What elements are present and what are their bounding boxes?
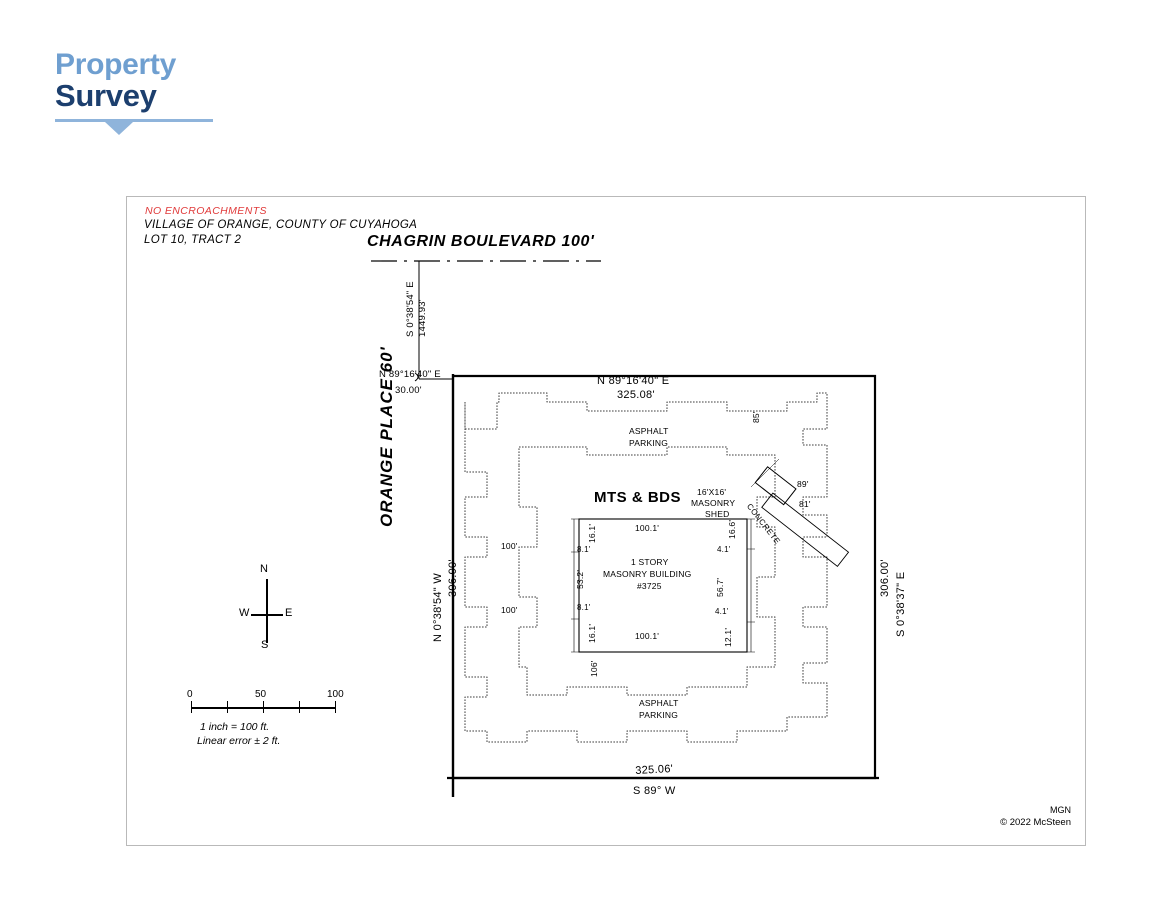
building-label-line1: 1 STORY [631,557,669,567]
dimension-building-left-upper: 16.1' [587,523,597,543]
dimension-building-bottom: 100.1' [635,631,660,641]
scale-tick-0 [191,701,192,713]
scale-tick-25 [227,701,228,713]
scale-bar-ticks [187,689,397,713]
dimension-building-right-upper: 16.6' [727,519,737,539]
copyright-notice: © 2022 McSteen [1000,817,1071,828]
no-encroachments-note: NO ENCROACHMENTS [145,205,267,217]
building-label-line3: #3725 [637,581,662,591]
dimension-offset-left-upper: 8.1' [577,545,591,554]
logo-line-property: Property [55,48,176,81]
distance-bottom-label: 325.06' [635,763,674,777]
survey-plan-drawing [127,197,1085,845]
north-arrow-compass [227,563,307,667]
distance-left-offset-label: 30.00' [395,385,422,396]
scale-tick-100 [335,701,336,713]
compass-label-east: E [285,607,293,619]
scale-tick-50 [263,701,264,713]
street-label-chagrin-boulevard: CHAGRIN BOULEVARD 100' [367,233,595,250]
dimension-setback-west-upper: 100' [501,541,518,551]
dimension-building-top: 100.1' [635,523,660,533]
compass-vertical-axis [266,579,268,643]
bearing-left-offset-label: N 89°16'40" E [379,369,441,380]
bearing-tie-label: S 0°38'54" E [405,281,416,337]
lot-tract-label: LOT 10, TRACT 2 [144,234,242,246]
concrete-walk-label: CONCRETE [744,502,783,547]
dimension-building-right-lower: 12.1' [723,627,733,647]
compass-label-south: S [261,639,269,651]
distance-tie-label: 1449.93' [417,299,428,337]
dimension-setback-northeast: 85' [751,411,761,423]
bearing-top-label: N 89°16'40" E [597,375,670,387]
compass-label-west: W [239,607,250,619]
shed-label-line2: MASONRY [691,498,736,508]
dimension-offset-right-upper: 4.1' [717,545,731,554]
scale-tick-75 [299,701,300,713]
shed-label-line1: 16'X16' [697,487,727,497]
scale-caption-ratio: 1 inch = 100 ft. [200,721,270,733]
scale-number-50: 50 [255,689,267,700]
dimension-setback-south: 106' [589,660,599,677]
dimension-building-right-mid: 56.7' [715,577,725,597]
brand-logo [55,50,275,135]
bearing-bottom-label: S 89° W [633,785,676,797]
bearing-west-label: N 0°38'54" W [432,572,444,642]
dimension-setback-east-lower: 81' [799,499,811,509]
street-label-orange-place: ORANGE PLACE 60' [377,346,396,527]
asphalt-parking-top-line2: PARKING [629,438,669,448]
dimension-building-left-lower: 16.1' [587,623,597,643]
compass-label-north: N [260,563,268,575]
owner-initials-label: MTS & BDS [594,489,681,506]
scale-number-100: 100 [327,689,344,700]
scale-number-0: 0 [187,689,193,700]
dimension-setback-east-upper: 89' [797,479,809,489]
jurisdiction-label: VILLAGE OF ORANGE, COUNTY OF CUYAHOGA [144,219,418,231]
chevron-down-icon [105,122,133,135]
survey-sheet [126,196,1086,846]
dimension-building-left-mid: 53.2' [575,569,585,589]
scale-bar [187,689,397,747]
shed-label-line3: SHED [705,509,730,519]
asphalt-parking-bottom-line2: PARKING [639,710,679,720]
dimension-setback-west-lower: 100' [501,605,518,615]
distance-west-label: 306.00' [447,559,459,597]
distance-top-label: 325.08' [617,389,655,401]
bearing-east-label: S 0°38'37" E [895,571,907,637]
logo-line-survey: Survey [55,78,157,113]
logo-divider [55,119,213,122]
dimension-offset-right-lower: 4.1' [715,607,729,616]
scale-caption-error: Linear error ± 2 ft. [197,735,281,747]
distance-east-label: 306.00' [879,559,891,597]
building-label-line2: MASONRY BUILDING [603,569,692,579]
asphalt-parking-bottom-line1: ASPHALT [639,698,679,708]
dimension-offset-left-lower: 8.1' [577,603,591,612]
surveyor-initials: MGN [1050,805,1071,815]
asphalt-parking-top-line1: ASPHALT [629,426,669,436]
compass-horizontal-axis [251,614,283,616]
